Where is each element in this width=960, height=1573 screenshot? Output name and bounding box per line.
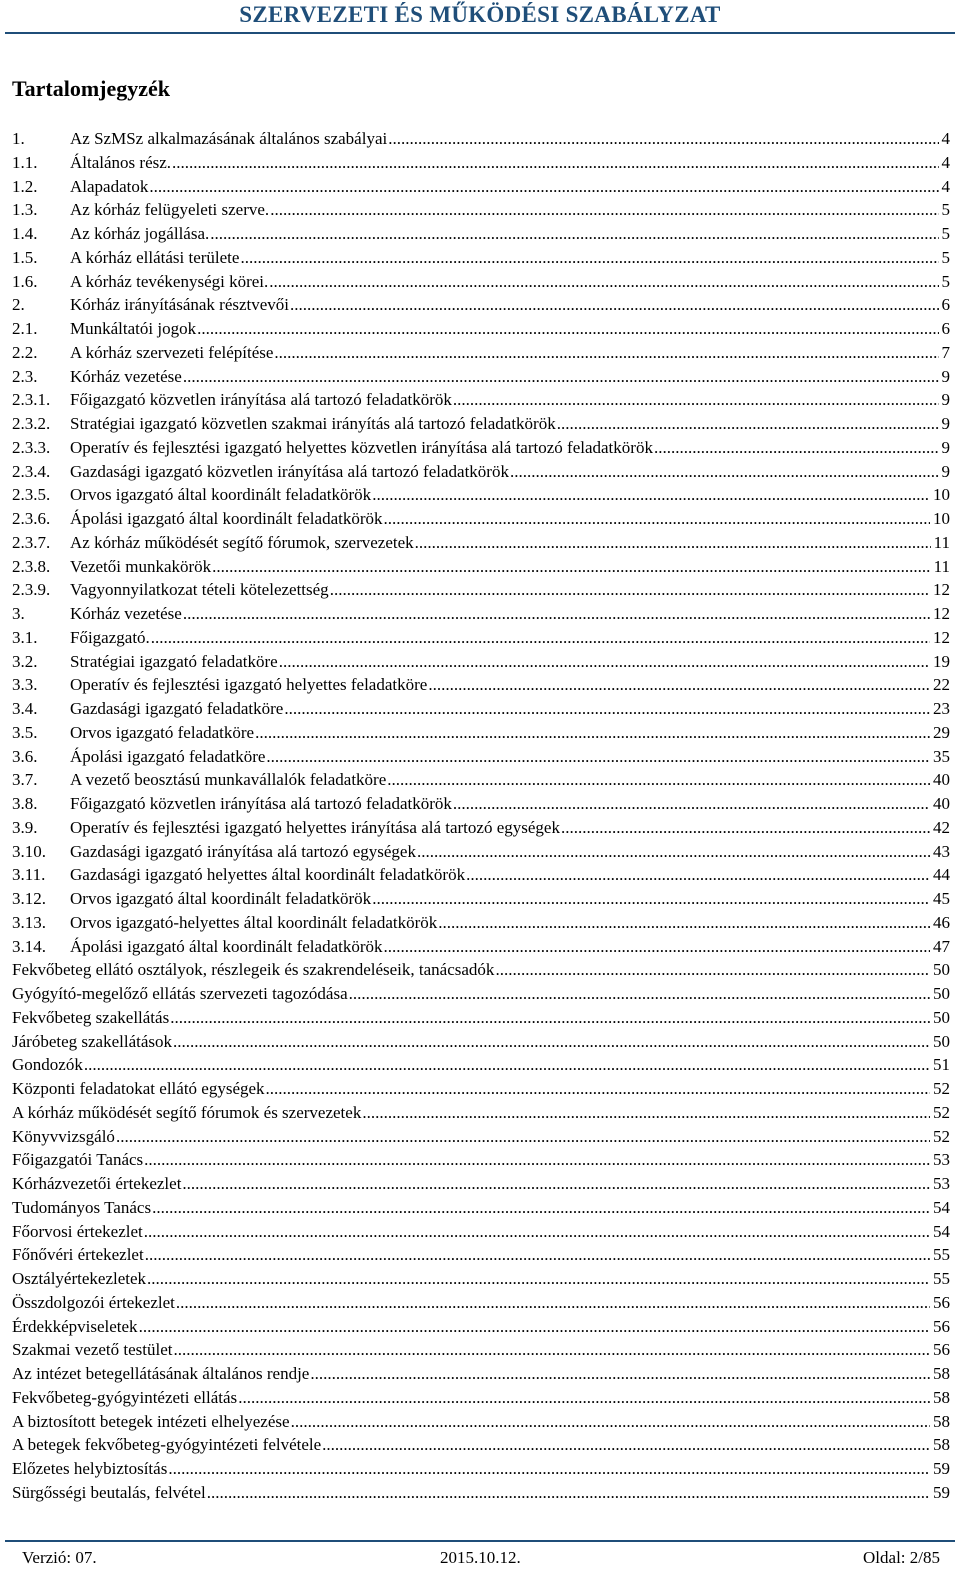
toc-entry[interactable]: [12, 602, 950, 626]
toc-entry-title: A biztosított betegek intézeti elhelyezése: [12, 1411, 290, 1431]
toc-entry-title: Gondozók: [12, 1055, 83, 1075]
toc-entry[interactable]: [12, 887, 950, 911]
toc-dot-leader: [654, 436, 939, 460]
toc-entry[interactable]: [12, 1457, 950, 1481]
toc-dot-leader: [168, 1457, 930, 1481]
toc-entry[interactable]: [12, 626, 950, 650]
toc-entry-page: 52: [933, 1079, 950, 1098]
toc-entry-title: Orvos igazgató-helyettes által koordinált feladatkörök: [70, 912, 438, 932]
toc-dot-leader: [415, 531, 931, 555]
toc-entry-number: 3.2.: [12, 651, 38, 671]
toc-entry[interactable]: [12, 246, 950, 270]
footer-version: Verzió: 07.: [22, 1548, 97, 1567]
toc-entry-number: 2.3.1.: [12, 390, 51, 410]
toc-entry-title: Vagyonnyilatkozat tételi kötelezettség: [70, 580, 329, 600]
toc-entry[interactable]: [12, 1101, 950, 1125]
toc-entry-page: 6: [941, 319, 950, 338]
toc-entry-title: Ápolási igazgató által koordinált feladatkörök: [70, 936, 383, 956]
toc-dot-leader: [372, 483, 930, 507]
toc-entry[interactable]: [12, 745, 950, 769]
toc-entry-page: 11: [933, 532, 950, 552]
toc-entry-page: 51: [933, 1055, 950, 1075]
toc-entry[interactable]: [12, 317, 950, 341]
toc-dot-leader: [197, 317, 938, 341]
toc-entry-title: Az kórház felügyeleti szerve.: [70, 200, 270, 220]
toc-entry-title: Általános rész.: [70, 152, 172, 172]
toc-dot-leader: [183, 602, 930, 626]
toc-entry-title: Kórház vezetése: [70, 366, 182, 386]
toc-entry-number: 1.4.: [12, 224, 38, 243]
toc-entry-page: 44: [933, 865, 950, 885]
toc-dot-leader: [387, 768, 930, 792]
toc-entry-title: Az intézet betegellátásának általános rendje: [12, 1364, 310, 1383]
toc-entry-page: 59: [933, 1482, 950, 1502]
toc-entry[interactable]: [12, 650, 950, 674]
toc-entry-title: Gazdasági igazgató feladatköre: [70, 699, 284, 718]
toc-dot-leader: [428, 673, 930, 697]
toc-entry-page: 9: [941, 366, 950, 386]
toc-entry-page: 9: [941, 461, 950, 481]
toc-entry-title: Előzetes helybiztosítás: [12, 1459, 168, 1478]
toc-dot-leader: [384, 507, 930, 531]
toc-entry-title: Érdekképviseletek: [12, 1316, 138, 1336]
toc-entry-page: 47: [933, 936, 950, 956]
toc-entry-page: 4: [941, 152, 950, 172]
toc-dot-leader: [330, 578, 930, 602]
toc-entry-page: 55: [933, 1269, 950, 1288]
toc-entry-title: Kórház vezetése: [70, 604, 182, 623]
toc-entry-page: 19: [933, 651, 950, 671]
toc-entry-page: 9: [941, 437, 950, 457]
toc-entry-page: 10: [933, 509, 950, 528]
toc-entry[interactable]: [12, 578, 950, 602]
toc-entry-title: Szakmai vezető testület: [12, 1340, 173, 1360]
toc-entry-page: 42: [933, 817, 950, 837]
toc-entry-page: 9: [941, 390, 950, 410]
toc-entry-title: A kórház szervezeti felépítése: [70, 342, 274, 362]
toc-entry[interactable]: [12, 792, 950, 816]
toc-entry-page: 5: [941, 224, 950, 243]
toc-entry[interactable]: [12, 1077, 950, 1101]
toc-entry-number: 1.5.: [12, 247, 38, 267]
toc-entry-number: 2.3.4.: [12, 461, 51, 481]
toc-entry[interactable]: [12, 198, 950, 222]
toc-entry-page: 50: [933, 984, 950, 1003]
toc-entry-number: 2.3.6.: [12, 509, 51, 528]
toc-entry[interactable]: [12, 840, 950, 864]
toc-entry-page: 12: [933, 604, 950, 623]
toc-entry-page: 5: [941, 271, 950, 291]
toc-dot-leader: [207, 1481, 930, 1505]
toc-dot-leader: [291, 1410, 930, 1434]
toc-entry-title: Fekvőbeteg ellátó osztályok, részlegeik és szakrendeléseik, tanácsadók: [12, 960, 495, 980]
toc-entry-number: 2.2.: [12, 342, 38, 362]
toc-entry-title: Orvos igazgató által koordinált feladatkörök: [70, 889, 372, 908]
toc-entry-page: 4: [941, 176, 950, 196]
toc-entry-number: 3.11.: [12, 865, 46, 885]
toc-entry-number: 3.4.: [12, 699, 38, 718]
toc-entry-page: 58: [933, 1387, 950, 1407]
toc-entry[interactable]: [12, 127, 950, 151]
toc-entry[interactable]: [12, 673, 950, 697]
toc-dot-leader: [238, 1386, 930, 1410]
toc-entry-title: Ápolási igazgató által koordinált feladatkörök: [70, 509, 383, 528]
toc-entry[interactable]: [12, 175, 950, 199]
toc-entry-title: Orvos igazgató feladatköre: [70, 722, 255, 742]
toc-entry[interactable]: [12, 768, 950, 792]
toc-entry-title: A kórház ellátási területe: [70, 247, 240, 267]
toc-entry-page: 59: [933, 1459, 950, 1478]
toc-entry-page: 12: [933, 627, 950, 647]
toc-dot-leader: [561, 816, 930, 840]
toc-dot-leader: [144, 1148, 930, 1172]
toc-entry-title: Munkáltatói jogok: [70, 319, 197, 338]
toc-entry-number: 1.3.: [12, 200, 38, 220]
toc-entry-number: 3.3.: [12, 675, 38, 695]
toc-entry-title: Gazdasági igazgató irányítása alá tartozó egységek: [70, 841, 416, 861]
toc-entry[interactable]: [12, 863, 950, 887]
toc-dot-leader: [290, 293, 938, 317]
toc-entry-title: Operatív és fejlesztési igazgató helyettes irányítása alá tartozó egységek: [70, 817, 560, 837]
toc-heading: Tartalomjegyzék: [12, 76, 171, 101]
toc-entry-number: 2.3.5.: [12, 485, 51, 505]
toc-entry[interactable]: [12, 1338, 950, 1362]
toc-dot-leader: [266, 1077, 930, 1101]
toc-entry[interactable]: [12, 816, 950, 840]
toc-dot-leader: [139, 1315, 930, 1339]
toc-entry-title: Gazdasági igazgató helyettes által koordinált feladatkörök: [70, 865, 466, 885]
toc-dot-leader: [362, 1101, 930, 1125]
toc-entry-title: Főigazgatói Tanács: [12, 1150, 144, 1170]
toc-dot-leader: [417, 840, 930, 864]
toc-dot-leader: [183, 365, 939, 389]
toc-entry-title: Operatív és fejlesztési igazgató helyettes feladatköre: [70, 675, 428, 695]
toc-entry-title: Összdolgozói értekezlet: [12, 1292, 175, 1312]
toc-entry-page: 58: [933, 1411, 950, 1431]
toc-dot-leader: [151, 626, 930, 650]
toc-entry-title: A betegek fekvőbeteg-gyógyintézeti felvétele: [12, 1435, 322, 1455]
toc-dot-leader: [144, 1220, 930, 1244]
toc-entry-number: 3.12.: [12, 889, 46, 908]
toc-dot-leader: [269, 270, 938, 294]
toc-dot-leader: [284, 697, 930, 721]
toc-entry[interactable]: [12, 1410, 950, 1434]
toc-entry-title: Operatív és fejlesztési igazgató helyettes közvetlen irányítása alá tartozó feladatkörök: [70, 437, 653, 457]
toc-entry-page: 11: [933, 556, 950, 576]
toc-entry-title: Vezetői munkakörök: [70, 556, 212, 576]
toc-entry[interactable]: [12, 412, 950, 436]
toc-entry-title: Fekvőbeteg szakellátás: [12, 1007, 170, 1027]
toc-entry-number: 3.7.: [12, 770, 38, 790]
toc-entry-number: 3.1.: [12, 627, 38, 647]
toc-dot-leader: [349, 982, 930, 1006]
toc-dot-leader: [255, 721, 930, 745]
toc-entry-number: 3.8.: [12, 794, 38, 813]
toc-entry-title: Alapadatok: [70, 176, 149, 196]
toc-entry-page: 54: [933, 1221, 950, 1241]
header-divider: [5, 32, 955, 34]
toc-entry[interactable]: [12, 365, 950, 389]
toc-entry-page: 50: [933, 960, 950, 980]
toc-entry-number: 1.6.: [12, 271, 38, 291]
toc-entry-page: 35: [933, 746, 950, 766]
toc-entry-number: 3.5.: [12, 722, 38, 742]
toc-entry-number: 1.: [12, 129, 25, 148]
toc-entry-page: 56: [933, 1292, 950, 1312]
toc-entry[interactable]: [12, 293, 950, 317]
toc-entry-title: Járóbeteg szakellátások: [12, 1031, 173, 1051]
toc-entry-title: Orvos igazgató által koordinált feladatkörök: [70, 485, 372, 505]
toc-entry-page: 55: [933, 1245, 950, 1265]
toc-dot-leader: [174, 1338, 931, 1362]
toc-dot-leader: [84, 1053, 930, 1077]
toc-entry[interactable]: [12, 1196, 950, 1220]
toc-entry[interactable]: [12, 721, 950, 745]
toc-entry[interactable]: [12, 1006, 950, 1030]
toc-entry-page: 7: [941, 342, 950, 362]
toc-entry[interactable]: [12, 460, 950, 484]
toc-dot-leader: [149, 175, 938, 199]
toc-dot-leader: [172, 151, 938, 175]
table-of-contents: [12, 127, 950, 1505]
toc-entry-number: 3.9.: [12, 817, 38, 837]
footer-divider: [5, 1540, 955, 1542]
toc-entry[interactable]: [12, 1172, 950, 1196]
footer-date: 2015.10.12.: [440, 1548, 521, 1567]
toc-dot-leader: [176, 1291, 930, 1315]
toc-dot-leader: [384, 935, 930, 959]
toc-entry[interactable]: [12, 1148, 950, 1172]
document-title: SZERVEZETI ÉS MŰKÖDÉSI SZABÁLYZAT: [239, 2, 721, 27]
toc-entry-page: 58: [933, 1364, 950, 1383]
toc-entry[interactable]: [12, 1220, 950, 1244]
toc-entry-page: 4: [941, 129, 950, 148]
toc-entry[interactable]: [12, 555, 950, 579]
toc-dot-leader: [173, 1030, 930, 1054]
toc-entry[interactable]: [12, 1433, 950, 1457]
toc-entry-title: A vezető beosztású munkavállalók feladatköre: [70, 770, 387, 790]
toc-entry-title: Kórházvezetői értekezlet: [12, 1174, 182, 1193]
toc-entry-title: A kórház tevékenységi körei.: [70, 271, 269, 291]
toc-dot-leader: [116, 1125, 930, 1149]
toc-entry[interactable]: [12, 958, 950, 982]
toc-entry-number: 2.3.8.: [12, 556, 51, 576]
toc-dot-leader: [495, 958, 930, 982]
toc-entry-number: 2.3.: [12, 366, 38, 386]
toc-entry-title: Főnővéri értekezlet: [12, 1245, 144, 1265]
toc-entry-number: 1.1.: [12, 152, 38, 172]
toc-entry-page: 46: [933, 912, 950, 932]
toc-entry[interactable]: [12, 1243, 950, 1267]
toc-entry-number: 3.: [12, 604, 25, 623]
toc-dot-leader: [557, 412, 939, 436]
toc-entry[interactable]: [12, 436, 950, 460]
toc-entry-page: 45: [933, 889, 950, 908]
footer-page-number: Oldal: 2/85: [863, 1548, 940, 1567]
toc-entry[interactable]: [12, 507, 950, 531]
toc-entry[interactable]: [12, 270, 950, 294]
toc-entry[interactable]: [12, 1362, 950, 1386]
toc-entry-title: Az kórház jogállása.: [70, 224, 210, 243]
toc-entry-page: 5: [941, 200, 950, 220]
toc-entry-page: 53: [933, 1174, 950, 1193]
toc-entry-number: 3.13.: [12, 912, 46, 932]
toc-entry-title: Főigazgató.: [70, 627, 150, 647]
toc-entry-number: 3.6.: [12, 746, 38, 766]
toc-dot-leader: [322, 1433, 930, 1457]
toc-entry[interactable]: [12, 1053, 950, 1077]
toc-entry[interactable]: [12, 1315, 950, 1339]
toc-entry-page: 12: [933, 580, 950, 600]
toc-dot-leader: [266, 745, 930, 769]
toc-entry-title: Kórház irányításának résztvevői: [70, 295, 290, 315]
toc-entry-title: Gazdasági igazgató közvetlen irányítása alá tartozó feladatkörök: [70, 461, 509, 481]
toc-dot-leader: [274, 341, 938, 365]
toc-entry[interactable]: [12, 531, 950, 555]
toc-entry-title: Az SzMSz alkalmazásának általános szabályai: [70, 129, 388, 148]
toc-entry-title: Osztályértekezletek: [12, 1269, 147, 1288]
toc-entry[interactable]: [12, 1267, 950, 1291]
toc-entry-page: 22: [933, 675, 950, 695]
toc-entry-page: 56: [933, 1340, 950, 1360]
toc-dot-leader: [210, 222, 938, 246]
toc-entry[interactable]: [12, 911, 950, 935]
toc-dot-leader: [510, 460, 939, 484]
toc-entry-title: Főorvosi értekezlet: [12, 1221, 143, 1241]
toc-dot-leader: [466, 863, 930, 887]
toc-entry-number: 1.2.: [12, 176, 38, 196]
toc-entry-page: 54: [933, 1197, 950, 1217]
toc-entry-number: 2.3.7.: [12, 532, 51, 552]
toc-entry-title: Gyógyító-megelőző ellátás szervezeti tagozódása: [12, 984, 348, 1003]
toc-entry-page: 52: [933, 1126, 950, 1146]
toc-entry-number: 2.3.9.: [12, 580, 51, 600]
toc-entry[interactable]: [12, 483, 950, 507]
toc-entry-page: 10: [933, 485, 950, 505]
toc-entry-page: 23: [933, 699, 950, 718]
toc-dot-leader: [388, 127, 938, 151]
toc-dot-leader: [270, 198, 938, 222]
toc-entry-title: Központi feladatokat ellátó egységek: [12, 1079, 265, 1098]
toc-dot-leader: [170, 1006, 930, 1030]
toc-entry-number: 2.1.: [12, 319, 38, 338]
toc-entry-number: 2.3.2.: [12, 414, 51, 433]
toc-entry[interactable]: [12, 697, 950, 721]
toc-dot-leader: [182, 1172, 930, 1196]
toc-entry-title: Ápolási igazgató feladatköre: [70, 746, 266, 766]
toc-entry[interactable]: [12, 1386, 950, 1410]
toc-entry-page: 6: [941, 295, 950, 315]
toc-entry-page: 40: [933, 770, 950, 790]
toc-dot-leader: [152, 1196, 930, 1220]
toc-entry-title: A kórház működését segítő fórumok és szervezetek: [12, 1102, 362, 1122]
toc-entry[interactable]: [12, 341, 950, 365]
toc-entry[interactable]: [12, 1030, 950, 1054]
toc-entry-title: Fekvőbeteg-gyógyintézeti ellátás: [12, 1387, 238, 1407]
toc-entry-page: 56: [933, 1316, 950, 1336]
toc-dot-leader: [372, 887, 930, 911]
toc-dot-leader: [453, 388, 939, 412]
toc-dot-leader: [438, 911, 930, 935]
toc-dot-leader: [279, 650, 930, 674]
toc-entry-title: Tudományos Tanács: [12, 1197, 152, 1217]
toc-entry-page: 50: [933, 1031, 950, 1051]
toc-entry-page: 29: [933, 722, 950, 742]
toc-entry-page: 52: [933, 1102, 950, 1122]
toc-dot-leader: [145, 1243, 930, 1267]
toc-dot-leader: [240, 246, 938, 270]
toc-entry-title: Stratégiai igazgató feladatköre: [70, 651, 278, 671]
toc-entry[interactable]: [12, 935, 950, 959]
toc-entry[interactable]: [12, 1481, 950, 1505]
toc-entry-number: 2.: [12, 295, 25, 315]
toc-entry-title: Főigazgató közvetlen irányítása alá tartozó feladatkörök: [70, 794, 452, 813]
toc-dot-leader: [453, 792, 930, 816]
toc-dot-leader: [310, 1362, 930, 1386]
toc-entry-number: 3.10.: [12, 841, 46, 861]
toc-entry-page: 5: [941, 247, 950, 267]
toc-entry[interactable]: [12, 1125, 950, 1149]
toc-entry-page: 50: [933, 1007, 950, 1027]
toc-entry-title: Könyvvizsgáló: [12, 1126, 115, 1146]
toc-entry-number: 3.14.: [12, 936, 46, 956]
toc-entry-title: Stratégiai igazgató közvetlen szakmai irányítás alá tartozó feladatkörök: [70, 414, 556, 433]
toc-dot-leader: [147, 1267, 930, 1291]
toc-entry-page: 58: [933, 1435, 950, 1455]
toc-entry-title: Az kórház működését segítő fórumok, szervezetek: [70, 532, 414, 552]
toc-entry-page: 40: [933, 794, 950, 813]
toc-entry-page: 53: [933, 1150, 950, 1170]
toc-entry-page: 43: [933, 841, 950, 861]
toc-entry[interactable]: [12, 151, 950, 175]
toc-entry-title: Főigazgató közvetlen irányítása alá tartozó feladatkörök: [70, 390, 452, 410]
toc-entry-title: Sürgősségi beutalás, felvétel: [12, 1482, 206, 1502]
toc-entry-page: 9: [941, 414, 950, 433]
toc-dot-leader: [212, 555, 930, 579]
toc-entry-number: 2.3.3.: [12, 437, 51, 457]
toc-entry[interactable]: [12, 222, 950, 246]
toc-entry[interactable]: [12, 982, 950, 1006]
toc-entry[interactable]: [12, 1291, 950, 1315]
toc-entry[interactable]: [12, 388, 950, 412]
